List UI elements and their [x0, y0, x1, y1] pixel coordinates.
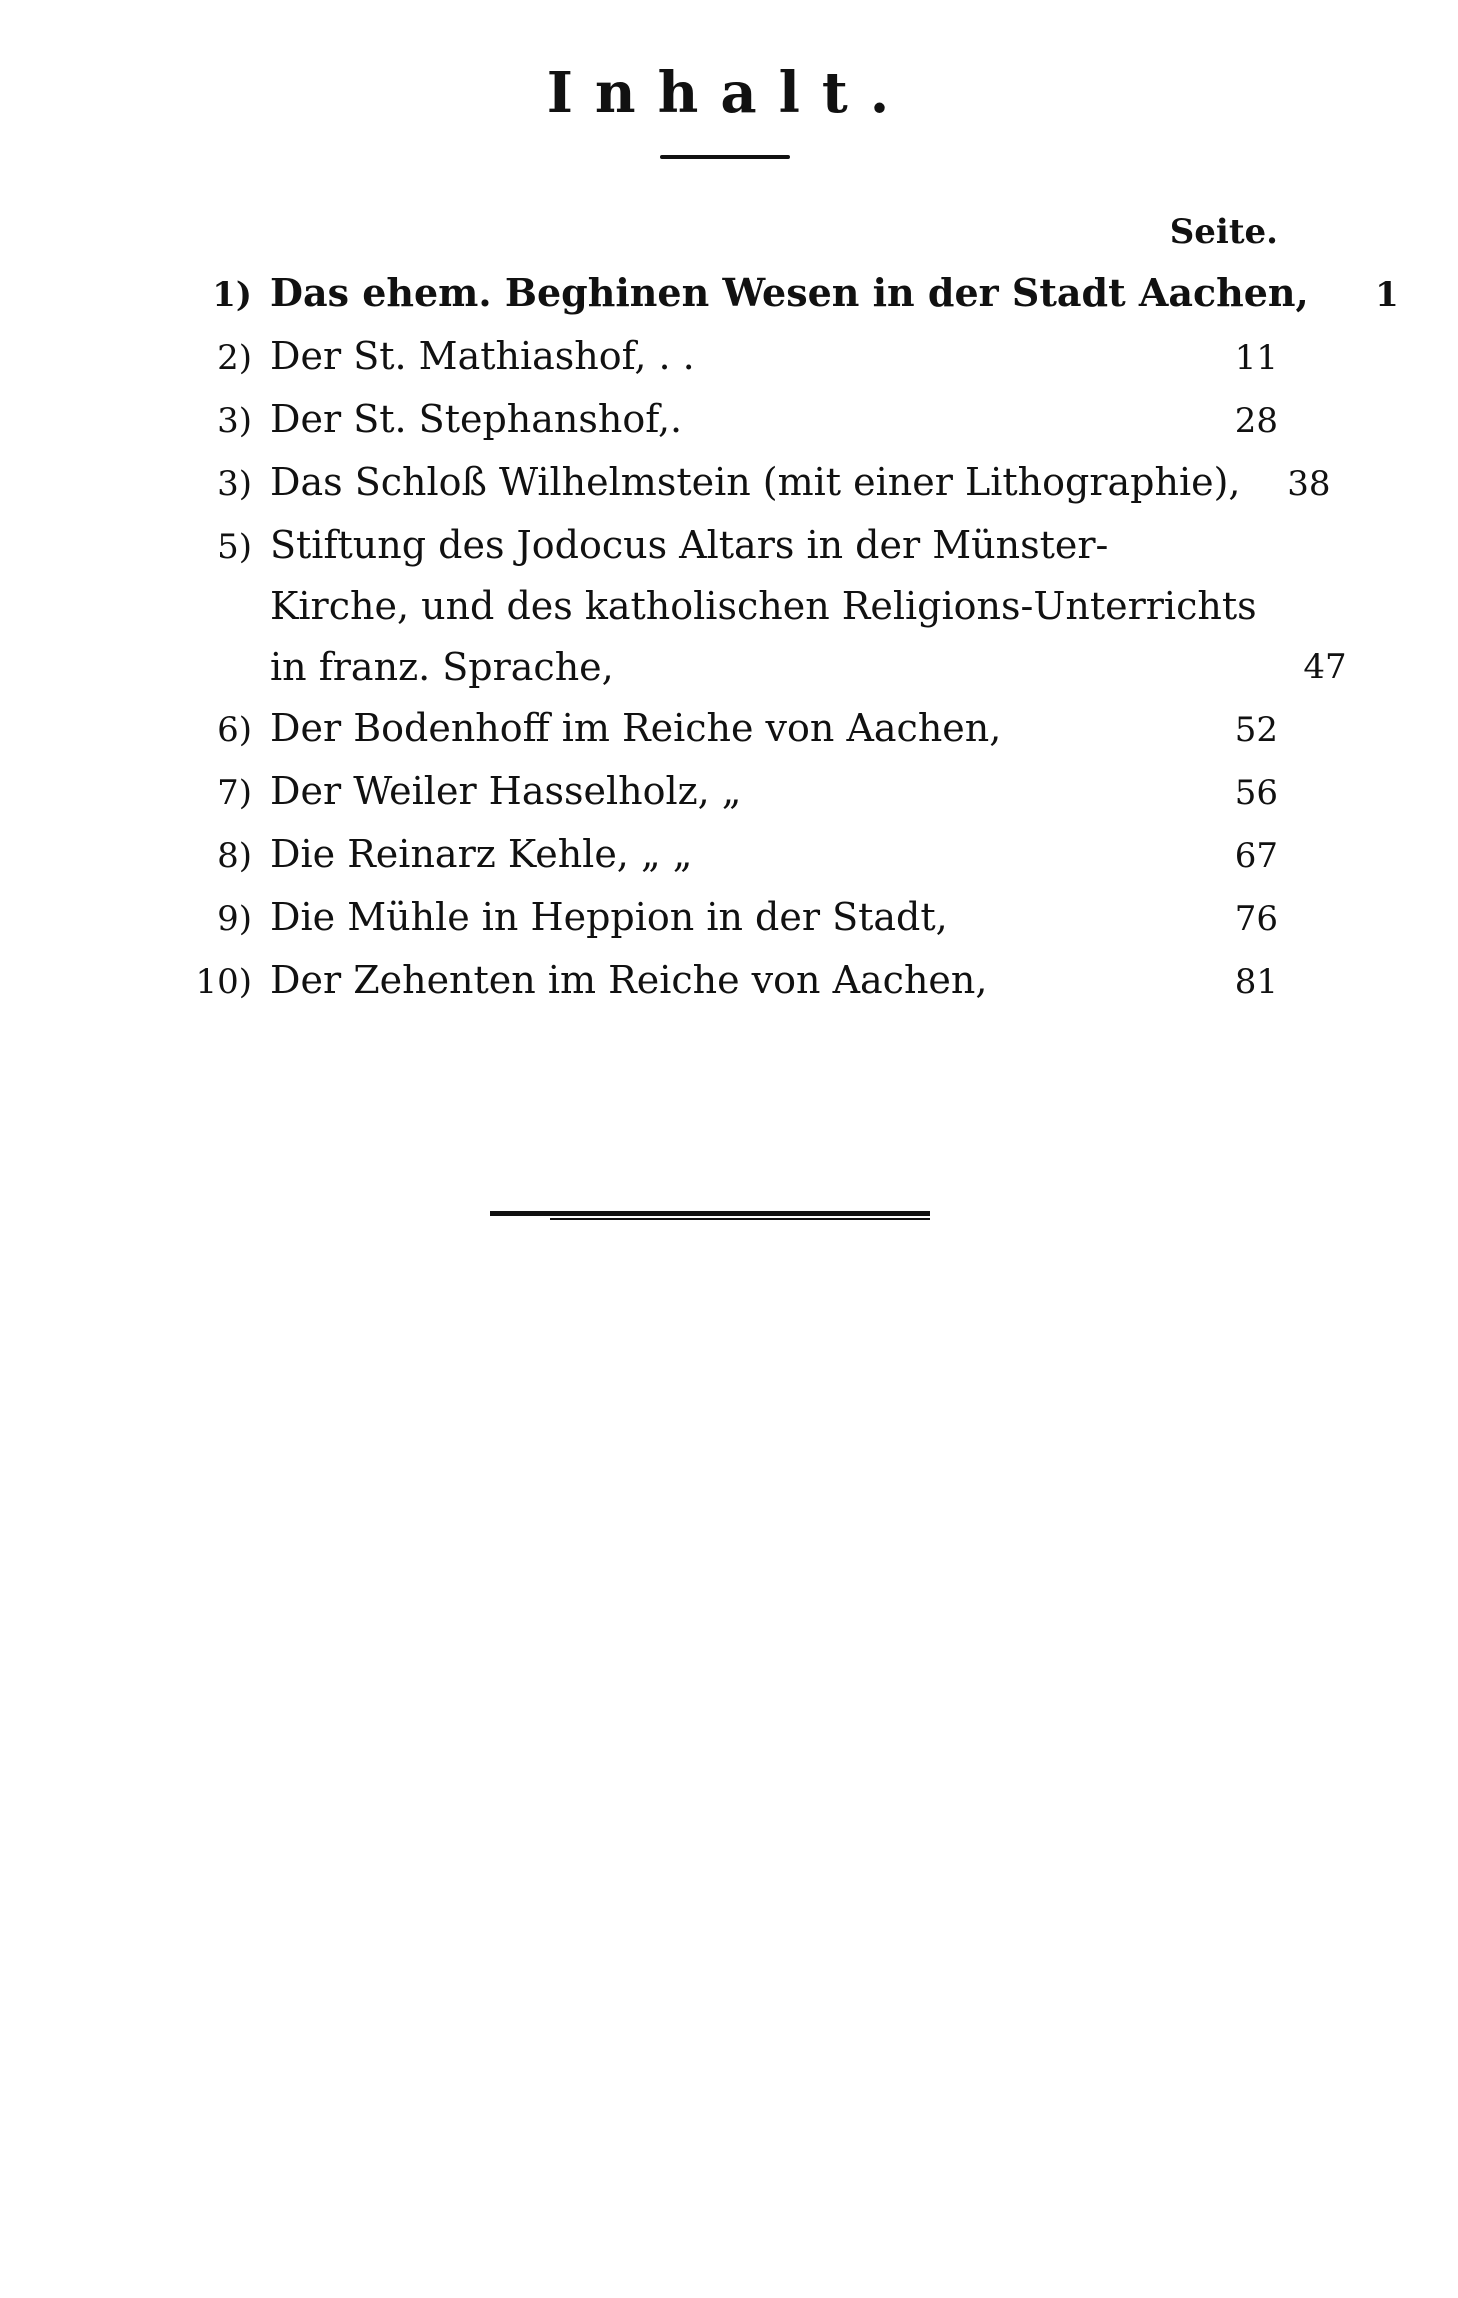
toc-entry-title-line: Die Mühle in Heppion in der Stadt,	[270, 895, 948, 939]
toc-entry-page-number: 76	[1234, 899, 1278, 939]
toc-entry-title-line: Der Zehenten im Reiche von Aachen,	[270, 958, 988, 1002]
toc-entry-number: 2)	[217, 338, 252, 378]
toc-entry-number: 6)	[217, 710, 252, 750]
toc-entry-title	[270, 761, 1208, 822]
toc-entry	[160, 452, 1331, 515]
toc-entry	[160, 389, 1278, 452]
toc-entry-title	[270, 326, 1208, 387]
toc-entry-page-number: 81	[1234, 962, 1278, 1002]
toc-entry-title	[270, 824, 1208, 885]
toc-entry-number: 8)	[217, 836, 252, 876]
toc-entry-page-number: 47	[1303, 647, 1347, 687]
toc-entry-number: 7)	[217, 773, 252, 813]
page-title: Inhalt.	[546, 60, 912, 126]
toc-entry-title-line: Kirche, und des katholischen Religions-Unterrichts	[270, 584, 1257, 628]
closing-rule-thick	[490, 1211, 930, 1216]
toc-entry	[160, 326, 1278, 389]
table-of-contents	[160, 262, 1399, 1013]
toc-entry-title	[270, 515, 1277, 698]
toc-entry	[160, 761, 1278, 824]
toc-entry-number: 1)	[212, 275, 252, 315]
toc-entry-title-line: in franz. Sprache,	[270, 645, 614, 689]
toc-entry	[160, 262, 1399, 326]
toc-entry-title	[270, 698, 1208, 759]
toc-entry-page-number: 52	[1234, 710, 1278, 750]
toc-entry-title	[270, 389, 1208, 450]
toc-entry-title-line: Die Reinarz Kehle, „ „	[270, 832, 693, 876]
title-rule	[660, 155, 790, 159]
toc-entry	[160, 698, 1278, 761]
toc-entry-title	[270, 452, 1261, 513]
toc-entry-title-line: Der Weiler Hasselholz, „	[270, 769, 742, 813]
toc-entry	[160, 950, 1278, 1013]
toc-entry-title-line: Stiftung des Jodocus Altars in der Münster-	[270, 523, 1109, 567]
toc-entry-number: 10)	[195, 962, 252, 1002]
page-column-header: Seite.	[1169, 212, 1278, 252]
toc-entry-page-number: 11	[1234, 338, 1278, 378]
toc-entry	[160, 824, 1278, 887]
toc-entry-title-line: Das ehem. Beghinen Wesen in der Stadt Aachen,	[270, 270, 1309, 315]
toc-entry-title	[270, 950, 1208, 1011]
toc-entry-title-line: Das Schloß Wilhelmstein (mit einer Lithographie),	[270, 460, 1241, 504]
toc-entry-title	[270, 262, 1329, 323]
toc-entry-number: 3)	[217, 464, 252, 504]
toc-entry-page-number: 1	[1375, 275, 1399, 315]
closing-rule	[490, 1208, 930, 1222]
toc-entry-number: 9)	[217, 899, 252, 939]
toc-entry-number: 3)	[217, 401, 252, 441]
toc-entry-page-number: 28	[1234, 401, 1278, 441]
toc-entry	[160, 515, 1347, 698]
toc-entry-title-line: Der Bodenhoff im Reiche von Aachen,	[270, 706, 1002, 750]
toc-entry-title-line: Der St. Stephanshof,.	[270, 397, 683, 441]
toc-entry-page-number: 38	[1287, 464, 1331, 504]
toc-entry	[160, 887, 1278, 950]
toc-entry-number: 5)	[217, 527, 252, 567]
toc-entry-title	[270, 887, 1208, 948]
toc-entry-page-number: 56	[1234, 773, 1278, 813]
toc-entry-title-line: Der St. Mathiashof, . .	[270, 334, 695, 378]
toc-entry-page-number: 67	[1234, 836, 1278, 876]
closing-rule-thin	[550, 1218, 930, 1220]
